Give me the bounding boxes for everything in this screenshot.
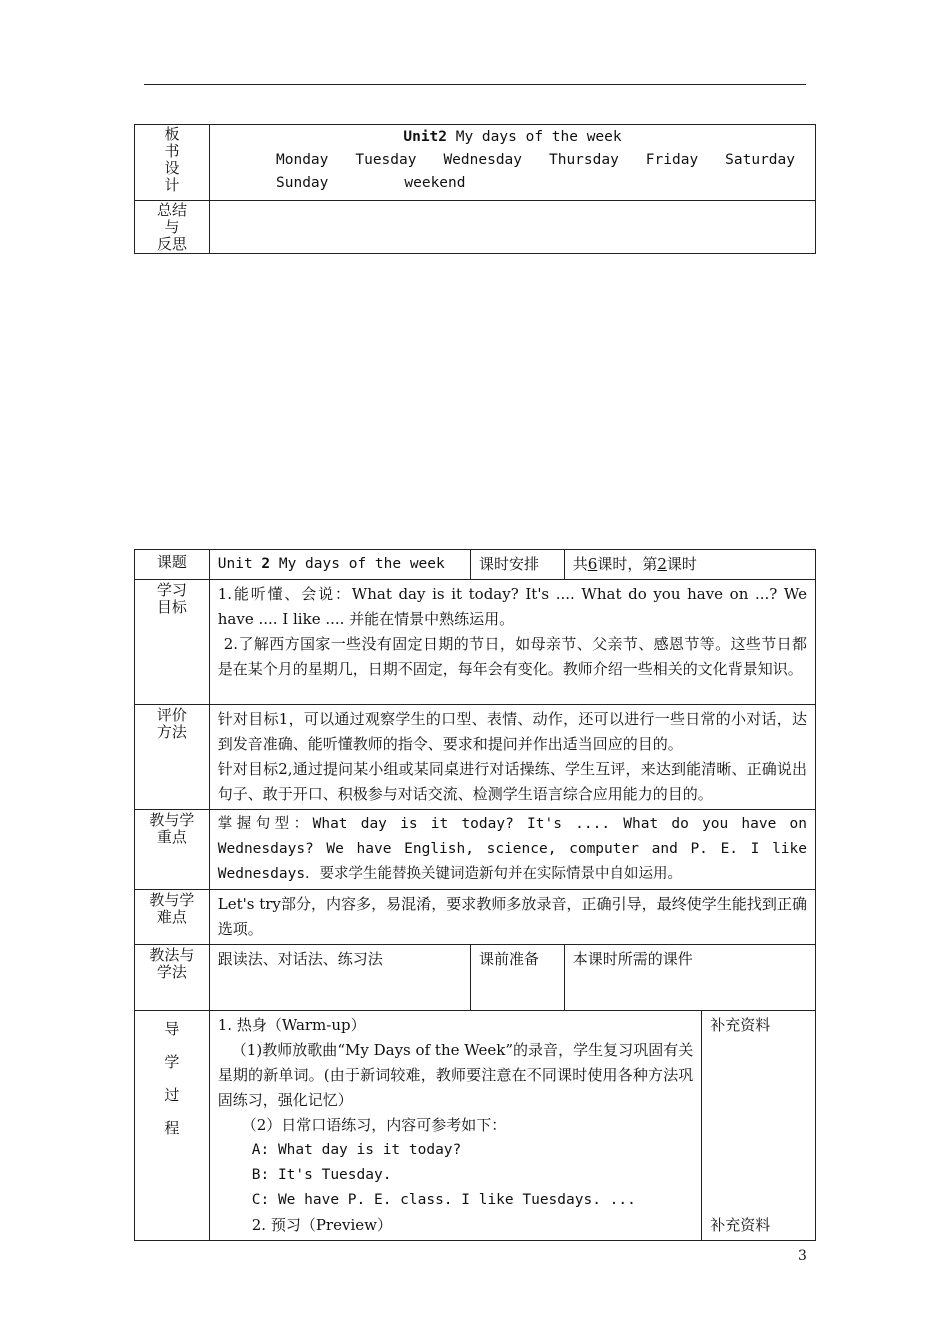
eval-item: 针对目标1，可以通过观察学生的口型、表情、动作，还可以进行一些日常的小对话，达到发音准确、能听懂教师的指令、要求和提问并作出适当回应的目的。 [217,710,807,753]
process-line: （2）日常口语练习，内容可参考如下： [241,1116,507,1134]
day-label: Monday [276,152,329,168]
key-label-line: 教与学 [149,811,195,829]
schedule-text: 课时，第 [597,555,658,573]
difficult-label-line: 教与学 [149,891,195,909]
eval-content [209,705,815,810]
schedule-text: 课时 [666,555,697,573]
board-label-line: 设 [164,159,180,177]
prep-label: 课前准备 [470,945,564,1011]
day-label: Saturday [725,152,795,168]
schedule-text: 共 [572,555,588,573]
process-line: 1. 热身（Warm-up） [217,1016,366,1034]
header-rule [144,84,806,85]
day-label: Friday [645,152,699,168]
eval-item: 针对目标2,通过提问某小组或某同桌进行对话操练、学生互评，来达到能清晰、正确说出句子、敢于开口、积极参与对话交流、检测学生语言综合应用能力的目的。 [217,760,807,803]
board-label-line: 书 [164,142,180,160]
goals-label-line: 学习 [156,581,187,599]
key-content: 掌握句型：What day is it today? It's .... What do you have on Wednesdays? We have English, science, computer and P. E. I like Wednesdays．要求学生能替换关键词造新句并在实际情景中自如运用。 [209,810,815,890]
method-label [135,945,210,1011]
summary-label [135,201,210,254]
board-label [135,125,210,201]
schedule-current: 2 [657,555,667,573]
process-label [135,1011,210,1241]
process-label-line: 过 [164,1086,180,1104]
goals-label-line: 目标 [156,598,187,616]
topic-rest: My days of the week [270,556,445,572]
day-label: Wednesday [443,152,523,168]
method-content: 跟读法、对话法、练习法 [209,945,470,1011]
eval-label-line: 评价 [156,706,187,724]
goal-item: 1.能听懂、会说：What day is it today? It's .... What do you have on ...? We have .... I like .... 并能在情景中熟练运用。 [217,585,807,628]
eval-label-line: 方法 [156,723,187,741]
method-label-line: 教法与 [149,946,195,964]
summary-content [210,201,816,254]
day-label: Tuesday [355,152,417,168]
eval-label [135,705,210,810]
supplement-label: 补充资料 [710,1216,771,1234]
lesson-plan-table [134,549,816,1241]
board-content [210,125,816,201]
process-line: B: It's Tuesday. [251,1167,392,1183]
page-number: 3 [798,1248,807,1264]
topic-number: 2 [261,556,271,572]
goal-item: 2.了解西方国家一些没有固定日期的节日，如母亲节、父亲节、感恩节等。这些节日都是在某个月的星期几，日期不固定，每年会有变化。教师介绍一些相关的文化背景知识。 [217,635,807,678]
board-design-table [134,124,816,254]
board-label-line: 计 [164,176,180,194]
process-content [209,1011,702,1241]
goals-label [135,580,210,705]
topic-prefix: Unit [217,556,262,572]
board-title [210,129,815,145]
board-label-line: 板 [164,125,180,143]
board-title-unit: Unit2 [403,129,448,145]
days-row-2 [210,175,815,191]
day-label: weekend [404,175,466,191]
key-label-line: 重点 [156,828,187,846]
days-row-1 [210,152,815,168]
prep-content: 本课时所需的课件 [564,945,815,1011]
key-label [135,810,210,890]
summary-label-line: 与 [164,218,180,236]
difficult-label-line: 难点 [156,908,187,926]
process-line: 2. 预习（Preview） [251,1216,392,1234]
process-label-line: 学 [164,1053,180,1071]
process-line: C: We have P. E. class. I like Tuesdays. ... [251,1192,636,1208]
process-label-line: 程 [164,1119,180,1137]
schedule-total: 6 [587,555,598,573]
difficult-content: Let's try部分，内容多，易混淆，要求教师多放录音，正确引导，最终使学生能找到正确选项。 [209,890,815,945]
process-line: A: What day is it today? [251,1142,462,1158]
process-label-line: 导 [164,1020,180,1038]
board-title-text: My days of the week [447,129,622,145]
difficult-label [135,890,210,945]
day-label: Thursday [548,152,619,168]
schedule-value [564,550,815,580]
goals-content [209,580,815,705]
method-label-line: 学法 [156,963,187,981]
process-line: （1)教师放歌曲“My Days of the Week”的录音，学生复习巩固有关星期的新单词。(由于新词较难，教师要注意在不同课时使用各种方法巩固练习，强化记忆） [217,1041,694,1109]
supplement-label: 补充资料 [710,1016,771,1034]
topic-value [209,550,470,580]
summary-label-line: 反思 [156,235,187,253]
day-label: Sunday [276,175,329,191]
topic-label: 课题 [135,550,210,580]
supplement-column [702,1011,816,1241]
summary-label-line: 总结 [156,201,187,219]
schedule-label: 课时安排 [470,550,564,580]
